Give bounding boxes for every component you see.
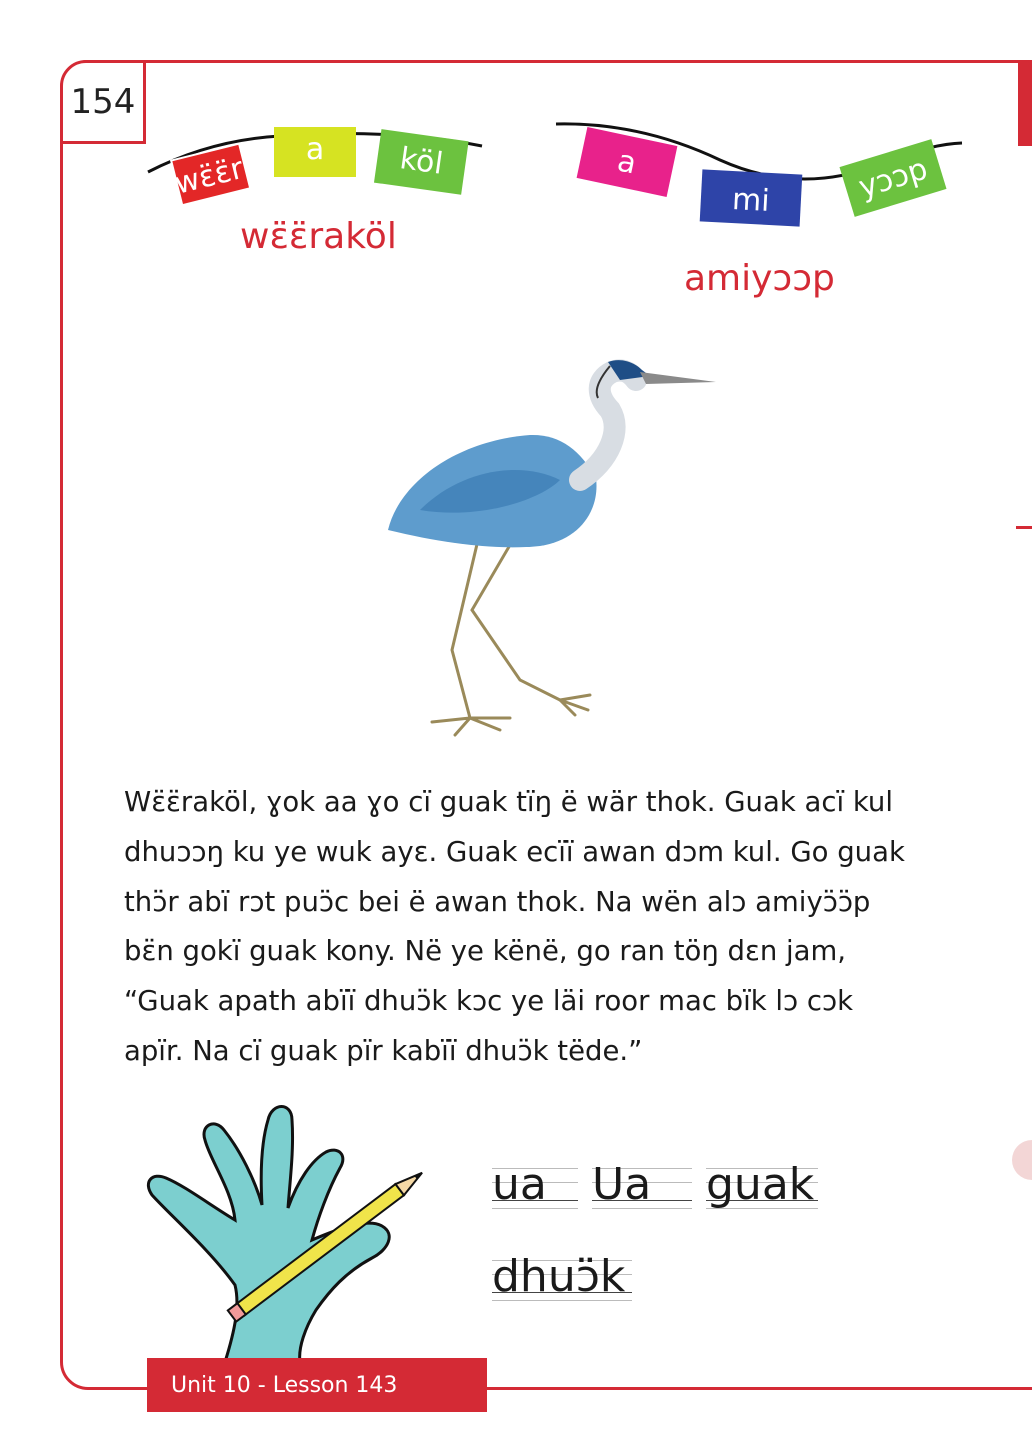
story-line-3: thɔ̈r abï rɔt puɔ̈c bei ë awan thok. Na wën alɔ amiyɔ̈ɔ̈p [124,885,871,918]
syllable-bunting [0,0,1032,320]
flag-right-1-text: a [614,143,640,182]
story-line-6: apïr. Na cï guak pïr kabïï dhuɔ̈k tëde.” [124,1034,643,1067]
flag-right-2-text: mi [731,182,771,219]
flag-left-3 [374,129,469,195]
footer-lesson-label: Unit 10 - Lesson 143 [147,1358,487,1412]
hand-icon [140,1100,440,1362]
story-line-1: Wɛ̈ɛ̈raköl, ɣok aa ɣo cï guak tïŋ ë wär thok. Guak acï kul [124,786,893,818]
practice-word-2: Ua [592,1158,692,1212]
flag-right-3 [839,139,946,217]
story-line-2: dhuɔɔŋ ku ye wuk ayɛ. Guak ecïï awan dɔm kul. Go guak [124,835,905,868]
flag-left-3-text: köl [397,141,446,182]
practice-word-1: ua [492,1158,578,1212]
practice-word-3: guak [706,1158,818,1212]
flag-left-1-text: wɛ̈ɛ̈r [171,151,247,202]
flag-left-2 [274,127,356,177]
flag-right-3-text: yɔɔp [854,151,932,206]
practice-word-4: dhuɔ̈k [492,1250,632,1304]
flag-left-1 [170,144,251,206]
flag-left-2-text: a [305,132,325,167]
heron-foot-2 [560,695,590,715]
heron-leg-back [452,540,478,718]
heron-beak [640,372,716,384]
heron-leg-front [472,545,560,700]
word-left: wɛ̈ɛ̈raköl [240,216,397,257]
story-line-5: “Guak apath abïï dhuɔ̈k kɔc ye läi roor mac bïk lɔ cɔk [124,985,854,1018]
page-number: 154 [60,60,146,144]
edge-mark [1016,526,1032,529]
word-right: amiyɔɔp [684,258,835,299]
story-paragraph [124,778,964,1077]
story-line-4: bɛ̈n gokï guak kony. Në ye kënë, go ran töŋ dɛn jam, [124,935,847,968]
heron-illustration [360,350,740,770]
heron-foot-1 [432,718,510,735]
heron-neck [580,370,636,480]
flag-right-2 [700,169,803,226]
